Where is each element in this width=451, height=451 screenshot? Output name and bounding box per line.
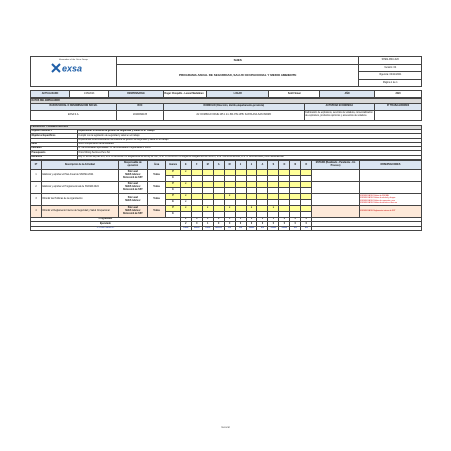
month-cell: x: [180, 194, 191, 200]
leadership-label: Meta: [31, 142, 78, 146]
employer-section: [30, 98, 422, 120]
leadership-value: Oriox Mining Services Peru SA: [77, 151, 421, 155]
activity-notes: [359, 182, 421, 194]
total-cell: 0%: [235, 226, 246, 230]
col-indicator: Avance: [166, 161, 181, 170]
activity-description: Difundir el Reglamento Interno de Seguridad y Salud Ocupacional: [41, 206, 118, 218]
activity-status: [312, 194, 360, 206]
total-cell: #DIV/0!: [213, 226, 224, 230]
total-cell: 0: [279, 218, 290, 222]
month-cell: x: [268, 206, 279, 212]
employer-activity-header: ACTIVIDAD ECONÓMICA: [304, 103, 374, 110]
month-cell: x: [246, 206, 257, 212]
col-month: O: [279, 161, 290, 170]
group-tag: A member of the Orica Group: [59, 59, 88, 62]
leadership-value: Implementar la documentación del sistema de gestión de seguridad y salud en el trabajo: [77, 138, 421, 142]
total-cell: 0: [213, 218, 224, 222]
note-line: EVIDENCIA DE Reglamento interno de SST: [360, 210, 396, 213]
responsible-value: Roger Choquillo - Leonel Medalinen: [163, 91, 206, 98]
col-num: Nº: [31, 161, 42, 170]
place-value: Sold Flower: [269, 91, 320, 98]
month-cell: x: [180, 170, 191, 176]
total-cell: 1: [246, 218, 257, 222]
note-line: EVIDENCIA DE Politica de alcohol y drogas: [360, 197, 396, 200]
employer-workers: [375, 110, 422, 120]
year-label: AÑO: [320, 91, 375, 98]
total-cell: 0: [191, 222, 202, 226]
planned-marker: P: [166, 182, 181, 188]
activity-status: [312, 182, 360, 194]
activity-responsible: [118, 194, 147, 206]
programmed-label: Programado: [31, 218, 181, 222]
leadership-label: Objetivos Específicos: [31, 134, 78, 138]
document-title: PROGRAMA ANUAL DE SEGURIDAD, SALUD OCUPACIONAL Y MEDIO AMBIENTE: [117, 64, 359, 87]
employer-activity: Fabricación de explosivos, servicios de voladura, comercialización de explosivos, productos químicos y accesorios de voladura: [304, 110, 374, 120]
leadership-label: Presupuesto: [31, 151, 78, 155]
col-month: A: [213, 161, 224, 170]
activity-area: Todas: [147, 194, 165, 206]
executed-marker: E: [166, 188, 181, 194]
col-responsible: Responsable de ejecución: [118, 161, 147, 170]
total-cell: 0%: [224, 226, 235, 230]
col-notes: OBSERVACIONES: [359, 161, 421, 170]
executed-marker: E: [166, 212, 181, 218]
activity-description: Difundir las Políticas de la organización: [41, 194, 118, 206]
updated-label: ACTUALIZADO: [31, 91, 70, 98]
year-value: 2023: [375, 91, 422, 98]
leadership-value: Implementar el sistema de gestión de Seguridad y Salud en el Trabajo: [77, 129, 421, 133]
planned-marker: P: [166, 206, 181, 212]
total-cell: 1: [202, 218, 213, 222]
employer-name: EXSA S.A.: [31, 110, 117, 120]
employer-section-title: DATOS DEL EMPLEADOR: [31, 99, 422, 103]
responsible-line: SHES Advisor: [125, 186, 141, 189]
update-row: [30, 90, 422, 98]
activity-table: [30, 160, 422, 231]
company-code: SHES: [117, 57, 359, 65]
spreadsheet-sheet: [30, 56, 422, 231]
month-cell: x: [224, 194, 235, 200]
responsible-line: Site Lead: [127, 207, 138, 210]
activity-number: 2: [31, 182, 42, 194]
month-cell: x: [224, 206, 235, 212]
leadership-value: Ley Nº 29783 Ley de SST, D.S. N°005-2012-TR Reglamento de la Ley de SST, R.M. N°050-2013-TR Registros obligatorios del SGSST, R.M. 312-2011-MINSA, D.S. N°024-2016-EM y sus modificatorias: [77, 155, 421, 159]
employer-workers-header: Nº TRABAJADORES: [375, 103, 422, 110]
col-month: M: [224, 161, 235, 170]
note-line: EVIDENCIA DE Política de respuesta y uso: [360, 199, 395, 202]
leadership-label: Objetivo General 1: [31, 129, 78, 133]
exsa-logo-icon: [51, 62, 97, 74]
responsible-line: Site Lead: [127, 183, 138, 186]
month-cell: x: [180, 206, 191, 212]
responsible-line: SHES Advisor: [125, 199, 141, 202]
activity-status: [312, 206, 360, 218]
total-cell: 2: [290, 218, 301, 222]
col-month: J: [235, 161, 246, 170]
total-cell: 0%: [257, 226, 268, 230]
total-cell: 0: [301, 222, 312, 226]
col-month: A: [257, 161, 268, 170]
total-cell: 0: [235, 222, 246, 226]
month-cell: x: [180, 182, 191, 188]
col-month: F: [191, 161, 202, 170]
doc-version: Versión: 04: [359, 64, 422, 72]
leadership-value: Cumplir con la legislación de seguridad y salud en el trabajo: [77, 134, 421, 138]
compliance-label: % CUMPLIMIENTO: [31, 226, 181, 230]
sheet-footer: General: [221, 426, 230, 429]
doc-code: SHES-RSU-020: [359, 57, 422, 65]
total-cell: 0: [213, 222, 224, 226]
leadership-section-title: LIDERAZGO Y ADMINISTRACIÓN: [31, 125, 422, 129]
employer-ruc-header: RUC: [117, 103, 164, 110]
activity-area: Todas: [147, 170, 165, 182]
responsible-line: Site Lead: [127, 196, 138, 199]
note-line: EVIDENCIA DE Politica de SSOMA: [360, 195, 389, 198]
activity-description: Elaborar y aprobar el Programa Anual de SSOMA 2024: [41, 182, 118, 194]
col-month: N: [290, 161, 301, 170]
month-cell: x: [202, 206, 213, 212]
total-cell: 2: [180, 222, 191, 226]
responsible-line: SHES Advisor: [125, 210, 141, 213]
activity-notes: [359, 194, 421, 206]
responsible-line: Rolocomb de SST: [123, 188, 143, 191]
activity-responsible: [118, 170, 147, 182]
activity-body: [31, 170, 422, 218]
place-label: LUGAR: [206, 91, 269, 98]
total-cell: 0%: [301, 226, 312, 230]
total-cell: 0%: [290, 226, 301, 230]
executed-marker: E: [166, 176, 181, 182]
total-cell: 0: [191, 218, 202, 222]
brand-name: exsa: [61, 63, 82, 74]
total-cell: 1: [268, 218, 279, 222]
updated-date: 1/05/2023: [70, 91, 109, 98]
employer-name-header: RAZÓN SOCIAL O DENOMINACIÓN SOCIAL: [31, 103, 117, 110]
col-month: D: [301, 161, 312, 170]
activity-notes: [359, 206, 421, 218]
col-month: S: [268, 161, 279, 170]
total-cell: 0: [268, 222, 279, 226]
total-padding: [312, 226, 422, 230]
doc-validity: Vigencia: 04/11/2021: [359, 72, 422, 80]
responsible-line: Rolocomb de SST: [123, 176, 143, 179]
col-area: Área: [147, 161, 165, 170]
total-cell: 0: [257, 222, 268, 226]
logo-cell: [31, 57, 117, 87]
activity-status: [312, 170, 360, 182]
executed-label: Ejecutado: [31, 222, 181, 226]
total-cell: #####: [268, 226, 279, 230]
employer-address-header: DOMICILIO (Dirección, distrito,departamento,provincia): [163, 103, 304, 110]
col-month: J: [246, 161, 257, 170]
leadership-value: Nº de Actividades ejecutadas / Nº de Actividades Programadas x 100%: [77, 147, 421, 151]
total-cell: 0: [290, 222, 301, 226]
total-cell: #####: [191, 226, 202, 230]
total-cell: 1: [257, 218, 268, 222]
total-cell: 1: [202, 222, 213, 226]
activity-responsible: [118, 206, 147, 218]
total-cell: 100%: [202, 226, 213, 230]
activity-area: Todas: [147, 182, 165, 194]
activity-number: 3: [31, 194, 42, 206]
employer-ruc: 20100094135: [117, 110, 164, 120]
responsible-line: Rolocomb de SST: [123, 212, 143, 215]
total-cell: 2: [301, 218, 312, 222]
responsible-line: SHES Advisor: [125, 174, 141, 177]
document-header: [30, 56, 422, 87]
total-cell: 1: [224, 218, 235, 222]
total-cell: 100%: [180, 226, 191, 230]
planned-marker: P: [166, 194, 181, 200]
activity-area: Todas: [147, 206, 165, 218]
activity-number: 4: [31, 206, 42, 218]
activity-number: 1: [31, 170, 42, 182]
month-cell: x: [180, 200, 191, 206]
activity-notes: [359, 170, 421, 182]
note-line: EVIDENCIA DE Política de derecho a decir no: [360, 201, 398, 204]
leadership-label: Recursos: [31, 155, 78, 159]
employer-address: AV. DOMINGO ORUE 165 1 Int. 801 PIS.1/PB. SANTA ANA SAN ISIDRO: [163, 110, 304, 120]
total-cell: 0: [246, 222, 257, 226]
leadership-section: [30, 125, 422, 160]
total-cell: 1: [235, 218, 246, 222]
total-cell: #####: [246, 226, 257, 230]
col-month: E: [180, 161, 191, 170]
activity-description: Elaborar y aprobar el Plan Anual de SSOMA 2024: [41, 170, 118, 182]
executed-marker: E: [166, 200, 181, 206]
total-cell: 0: [224, 222, 235, 226]
compliance-row: [31, 226, 422, 230]
doc-page: Página 1 de 1: [359, 79, 422, 87]
col-description: Descripción de la Actividad: [41, 161, 118, 170]
planned-marker: P: [166, 170, 181, 176]
leadership-value: 100% cumplimiento de actividades: [77, 142, 421, 146]
total-cell: 0: [279, 222, 290, 226]
col-month: M: [202, 161, 213, 170]
responsible-line: Site Lead: [127, 171, 138, 174]
leadership-label: Indicador: [31, 147, 78, 151]
responsible-label: RESPONSABLE: [109, 91, 164, 98]
total-cell: #####: [279, 226, 290, 230]
total-cell: 2: [180, 218, 191, 222]
activity-responsible: [118, 182, 147, 194]
col-status: ESTADO (Realizado - Pendiente - En Proceso): [312, 161, 360, 170]
